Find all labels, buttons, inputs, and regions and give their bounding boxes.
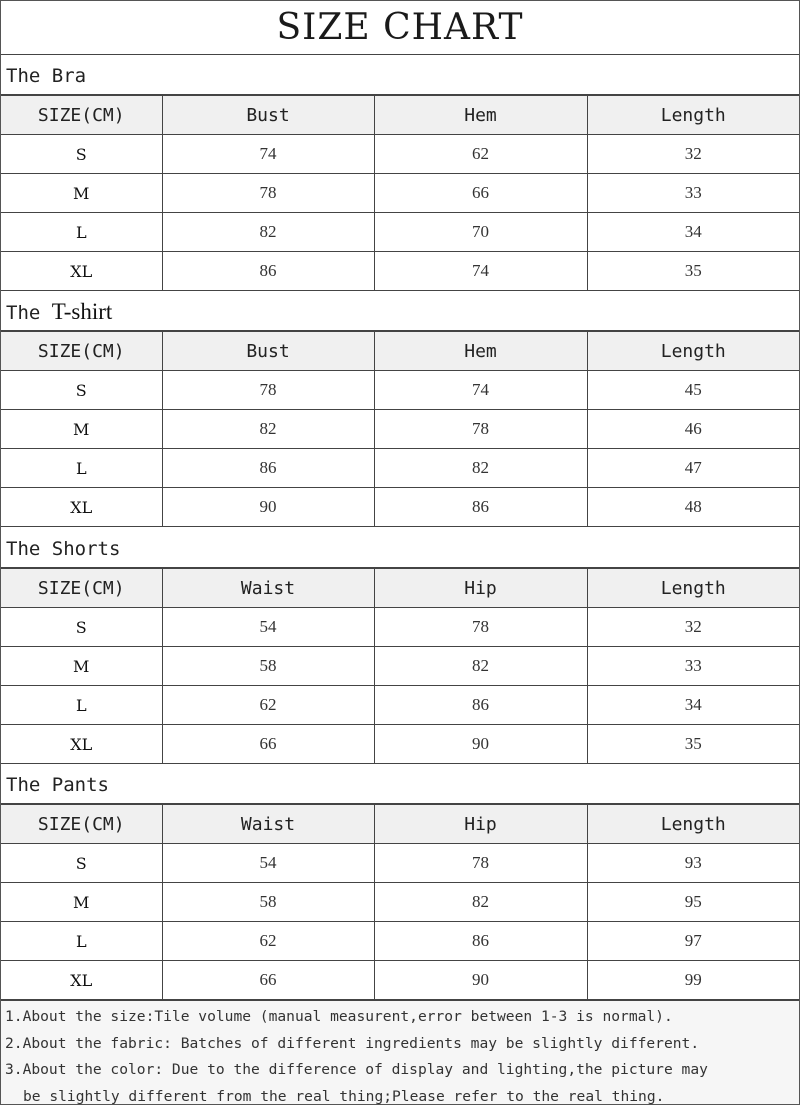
table-row: [1, 488, 799, 527]
section-label: [1, 528, 799, 568]
size-cell: M: [1, 647, 162, 686]
section-label: [1, 764, 799, 804]
size-cell: XL: [1, 725, 162, 764]
table-cell: 66: [162, 961, 374, 1000]
header-cell: Hip: [374, 805, 587, 844]
table-row: [1, 922, 799, 961]
table-cell: 82: [162, 213, 374, 252]
table-cell: 82: [162, 410, 374, 449]
note-line: 1.About the size:Tile volume (manual measurent,error between 1-3 is normal).: [5, 1004, 795, 1031]
header-cell: Waist: [162, 805, 374, 844]
header-cell: Bust: [162, 332, 374, 371]
section-label-name: Bra: [52, 65, 86, 87]
size-cell: M: [1, 883, 162, 922]
table-cell: 32: [587, 135, 799, 174]
size-cell: L: [1, 686, 162, 725]
header-cell: Waist: [162, 569, 374, 608]
header-cell: Length: [587, 332, 799, 371]
table-cell: 58: [162, 883, 374, 922]
table-cell: 66: [374, 174, 587, 213]
table-cell: 34: [587, 213, 799, 252]
size-cell: S: [1, 135, 162, 174]
header-cell: Length: [587, 569, 799, 608]
size-cell: XL: [1, 961, 162, 1000]
table-cell: 82: [374, 883, 587, 922]
table-cell: 32: [587, 608, 799, 647]
size-table-bra: [1, 95, 799, 291]
section-label-name: Pants: [52, 774, 109, 796]
table-cell: 35: [587, 252, 799, 291]
header-cell: Length: [587, 96, 799, 135]
note-line: 3.About the color: Due to the difference of display and lighting,the picture may: [5, 1057, 795, 1084]
table-cell: 34: [587, 686, 799, 725]
section-label-prefix: The: [6, 302, 40, 324]
table-cell: 78: [162, 174, 374, 213]
table-cell: 33: [587, 174, 799, 213]
table-row: [1, 410, 799, 449]
size-table-tshirt: [1, 331, 799, 527]
table-cell: 45: [587, 371, 799, 410]
section-label-prefix: The: [6, 774, 40, 796]
table-cell: 33: [587, 647, 799, 686]
header-cell: Length: [587, 805, 799, 844]
size-cell: XL: [1, 488, 162, 527]
table-row: [1, 371, 799, 410]
table-row: [1, 883, 799, 922]
table-cell: 86: [374, 922, 587, 961]
note-line: be slightly different from the real thing;Please refer to the real thing.: [5, 1084, 795, 1110]
table-cell: 62: [374, 135, 587, 174]
header-cell: SIZE(CM): [1, 332, 162, 371]
table-cell: 74: [162, 135, 374, 174]
section-label-name: T-shirt: [52, 299, 113, 324]
size-cell: L: [1, 922, 162, 961]
table-cell: 90: [374, 961, 587, 1000]
table-cell: 78: [162, 371, 374, 410]
header-cell: SIZE(CM): [1, 96, 162, 135]
table-row: [1, 647, 799, 686]
table-row: [1, 449, 799, 488]
size-cell: S: [1, 608, 162, 647]
header-cell: Hip: [374, 569, 587, 608]
table-header-row: [1, 96, 799, 135]
section-pants: [1, 764, 799, 1000]
section-shorts: [1, 528, 799, 764]
table-cell: 46: [587, 410, 799, 449]
table-cell: 97: [587, 922, 799, 961]
table-cell: 66: [162, 725, 374, 764]
table-cell: 99: [587, 961, 799, 1000]
size-cell: L: [1, 213, 162, 252]
table-header-row: [1, 569, 799, 608]
size-cell: XL: [1, 252, 162, 291]
table-row: [1, 608, 799, 647]
table-header-row: [1, 805, 799, 844]
header-cell: Hem: [374, 332, 587, 371]
section-label-name: Shorts: [52, 538, 121, 560]
size-table-pants: [1, 804, 799, 1000]
table-cell: 70: [374, 213, 587, 252]
size-cell: M: [1, 174, 162, 213]
section-label: [1, 55, 799, 95]
table-row: [1, 686, 799, 725]
table-cell: 78: [374, 410, 587, 449]
size-cell: M: [1, 410, 162, 449]
header-cell: Bust: [162, 96, 374, 135]
size-cell: L: [1, 449, 162, 488]
notes-section: [1, 1000, 799, 1104]
size-cell: S: [1, 844, 162, 883]
table-cell: 58: [162, 647, 374, 686]
section-tshirt: [1, 291, 799, 527]
table-row: [1, 135, 799, 174]
table-cell: 78: [374, 608, 587, 647]
table-cell: 82: [374, 449, 587, 488]
table-cell: 82: [374, 647, 587, 686]
table-row: [1, 213, 799, 252]
table-cell: 47: [587, 449, 799, 488]
table-cell: 86: [162, 252, 374, 291]
table-cell: 86: [374, 686, 587, 725]
table-cell: 86: [162, 449, 374, 488]
section-label-prefix: The: [6, 538, 40, 560]
table-row: [1, 252, 799, 291]
header-cell: Hem: [374, 96, 587, 135]
table-row: [1, 961, 799, 1000]
table-cell: 78: [374, 844, 587, 883]
table-cell: 62: [162, 686, 374, 725]
page-title: SIZE CHART: [276, 7, 523, 48]
table-cell: 86: [374, 488, 587, 527]
header-cell: SIZE(CM): [1, 805, 162, 844]
table-row: [1, 844, 799, 883]
table-cell: 95: [587, 883, 799, 922]
table-cell: 62: [162, 922, 374, 961]
table-cell: 93: [587, 844, 799, 883]
size-table-shorts: [1, 568, 799, 764]
table-cell: 90: [374, 725, 587, 764]
header-cell: SIZE(CM): [1, 569, 162, 608]
table-row: [1, 174, 799, 213]
table-cell: 90: [162, 488, 374, 527]
table-cell: 48: [587, 488, 799, 527]
table-cell: 35: [587, 725, 799, 764]
section-bra: [1, 55, 799, 291]
table-cell: 74: [374, 252, 587, 291]
title-bar: [1, 1, 799, 55]
section-label-prefix: The: [6, 65, 40, 87]
table-header-row: [1, 332, 799, 371]
table-row: [1, 725, 799, 764]
table-cell: 54: [162, 844, 374, 883]
table-cell: 54: [162, 608, 374, 647]
section-label: [1, 291, 799, 331]
note-line: 2.About the fabric: Batches of different ingredients may be slightly different.: [5, 1031, 795, 1058]
size-cell: S: [1, 371, 162, 410]
table-cell: 74: [374, 371, 587, 410]
